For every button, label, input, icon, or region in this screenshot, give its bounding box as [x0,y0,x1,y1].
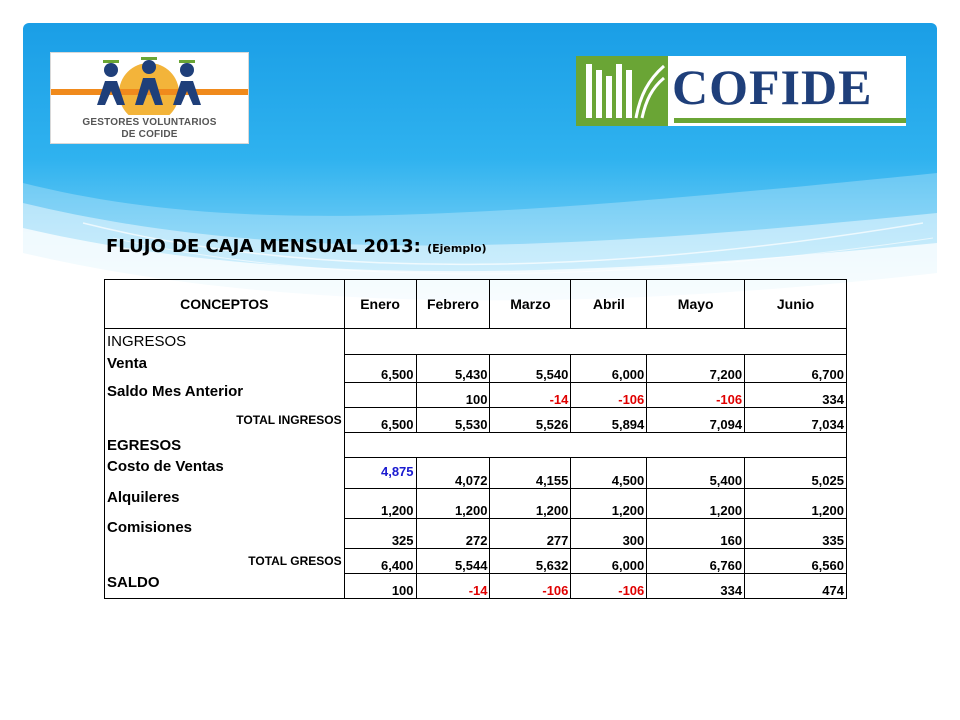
table-row [105,519,847,549]
title-note: (Ejemplo) [427,242,487,255]
header-junio: Junio [745,280,847,329]
table-row [105,489,847,519]
cofide-logo [576,56,906,126]
table-cell: -14 [490,383,571,408]
row-label-total-ingresos: TOTAL INGRESOS [105,408,345,433]
table-cell: 5,632 [490,549,571,574]
table-cell: 7,200 [647,355,745,383]
table-cell: 334 [647,574,745,599]
page-title [106,236,487,257]
table-cell: 4,072 [416,458,490,489]
table-row [105,458,847,489]
table-cell: 5,526 [490,408,571,433]
cash-flow-table [104,279,847,599]
table-cell: 6,000 [571,355,647,383]
table-cell: 1,200 [490,489,571,519]
cofide-emblem-icon [576,56,668,126]
row-label-total-gresos: TOTAL GRESOS [105,549,345,574]
table-cell: 4,500 [571,458,647,489]
row-label-egresos: EGRESOS [105,433,345,458]
table-cell: 6,700 [745,355,847,383]
table-cell: 474 [745,574,847,599]
table-cell: -106 [490,574,571,599]
logo-caption-line2: DE COFIDE [121,129,178,140]
row-label-ingresos: INGRESOS [105,329,345,355]
table-cell: 5,544 [416,549,490,574]
table-cell: 5,894 [571,408,647,433]
table-cell: 4,155 [490,458,571,489]
volunteers-figures-icon [51,53,248,115]
table-cell: 100 [344,574,416,599]
row-label-costo-de-ventas: Costo de Ventas [105,458,345,489]
empty-cell [344,433,846,458]
table-cell: -106 [647,383,745,408]
header-enero: Enero [344,280,416,329]
header-marzo: Marzo [490,280,571,329]
table-cell: 1,200 [571,489,647,519]
table-cell: 5,400 [647,458,745,489]
empty-cell [344,329,846,355]
table-cell: 6,500 [344,355,416,383]
table-cell: 4,875 [344,458,416,489]
table-cell: 6,560 [745,549,847,574]
table-cell: 7,034 [745,408,847,433]
table-row [105,355,847,383]
row-label-comisiones: Comisiones [105,519,345,549]
table-cell: 160 [647,519,745,549]
table-cell: 5,530 [416,408,490,433]
table-row [105,408,847,433]
table-cell: 7,094 [647,408,745,433]
row-label-alquileres: Alquileres [105,489,345,519]
header-febrero: Febrero [416,280,490,329]
table-cell: 300 [571,519,647,549]
table-cell: 100 [416,383,490,408]
table-cell: 5,430 [416,355,490,383]
row-label-saldo: SALDO [105,574,345,599]
table-cell: 6,400 [344,549,416,574]
table-row [105,383,847,408]
table-cell: 334 [745,383,847,408]
table-row [105,329,847,355]
table-cell: -106 [571,383,647,408]
table-row [105,574,847,599]
row-label-venta: Venta [105,355,345,383]
table-cell: 1,200 [416,489,490,519]
table-cell: 272 [416,519,490,549]
table-row [105,549,847,574]
logo-underline [674,118,906,123]
table-cell: 5,540 [490,355,571,383]
row-label-saldo-mes-anterior: Saldo Mes Anterior [105,383,345,408]
gestores-voluntarios-logo [50,52,249,144]
table-cell: 6,000 [571,549,647,574]
header-mayo: Mayo [647,280,745,329]
table-cell: -106 [571,574,647,599]
table-cell: -14 [416,574,490,599]
table-cell: 335 [745,519,847,549]
cofide-wordmark: COFIDE [672,59,873,115]
table-cell: 6,760 [647,549,745,574]
table-cell: 277 [490,519,571,549]
table-header-row [105,280,847,329]
table-cell: 1,200 [647,489,745,519]
logo-caption-line1: GESTORES VOLUNTARIOS [82,117,217,128]
table-cell: 6,500 [344,408,416,433]
table-row [105,433,847,458]
table-cell: 5,025 [745,458,847,489]
table-cell [344,383,416,408]
header-concepts: CONCEPTOS [105,280,345,329]
title-main: FLUJO DE CAJA MENSUAL 2013: [106,236,421,257]
table-cell: 1,200 [344,489,416,519]
header-abril: Abril [571,280,647,329]
table-cell: 325 [344,519,416,549]
table-cell: 1,200 [745,489,847,519]
